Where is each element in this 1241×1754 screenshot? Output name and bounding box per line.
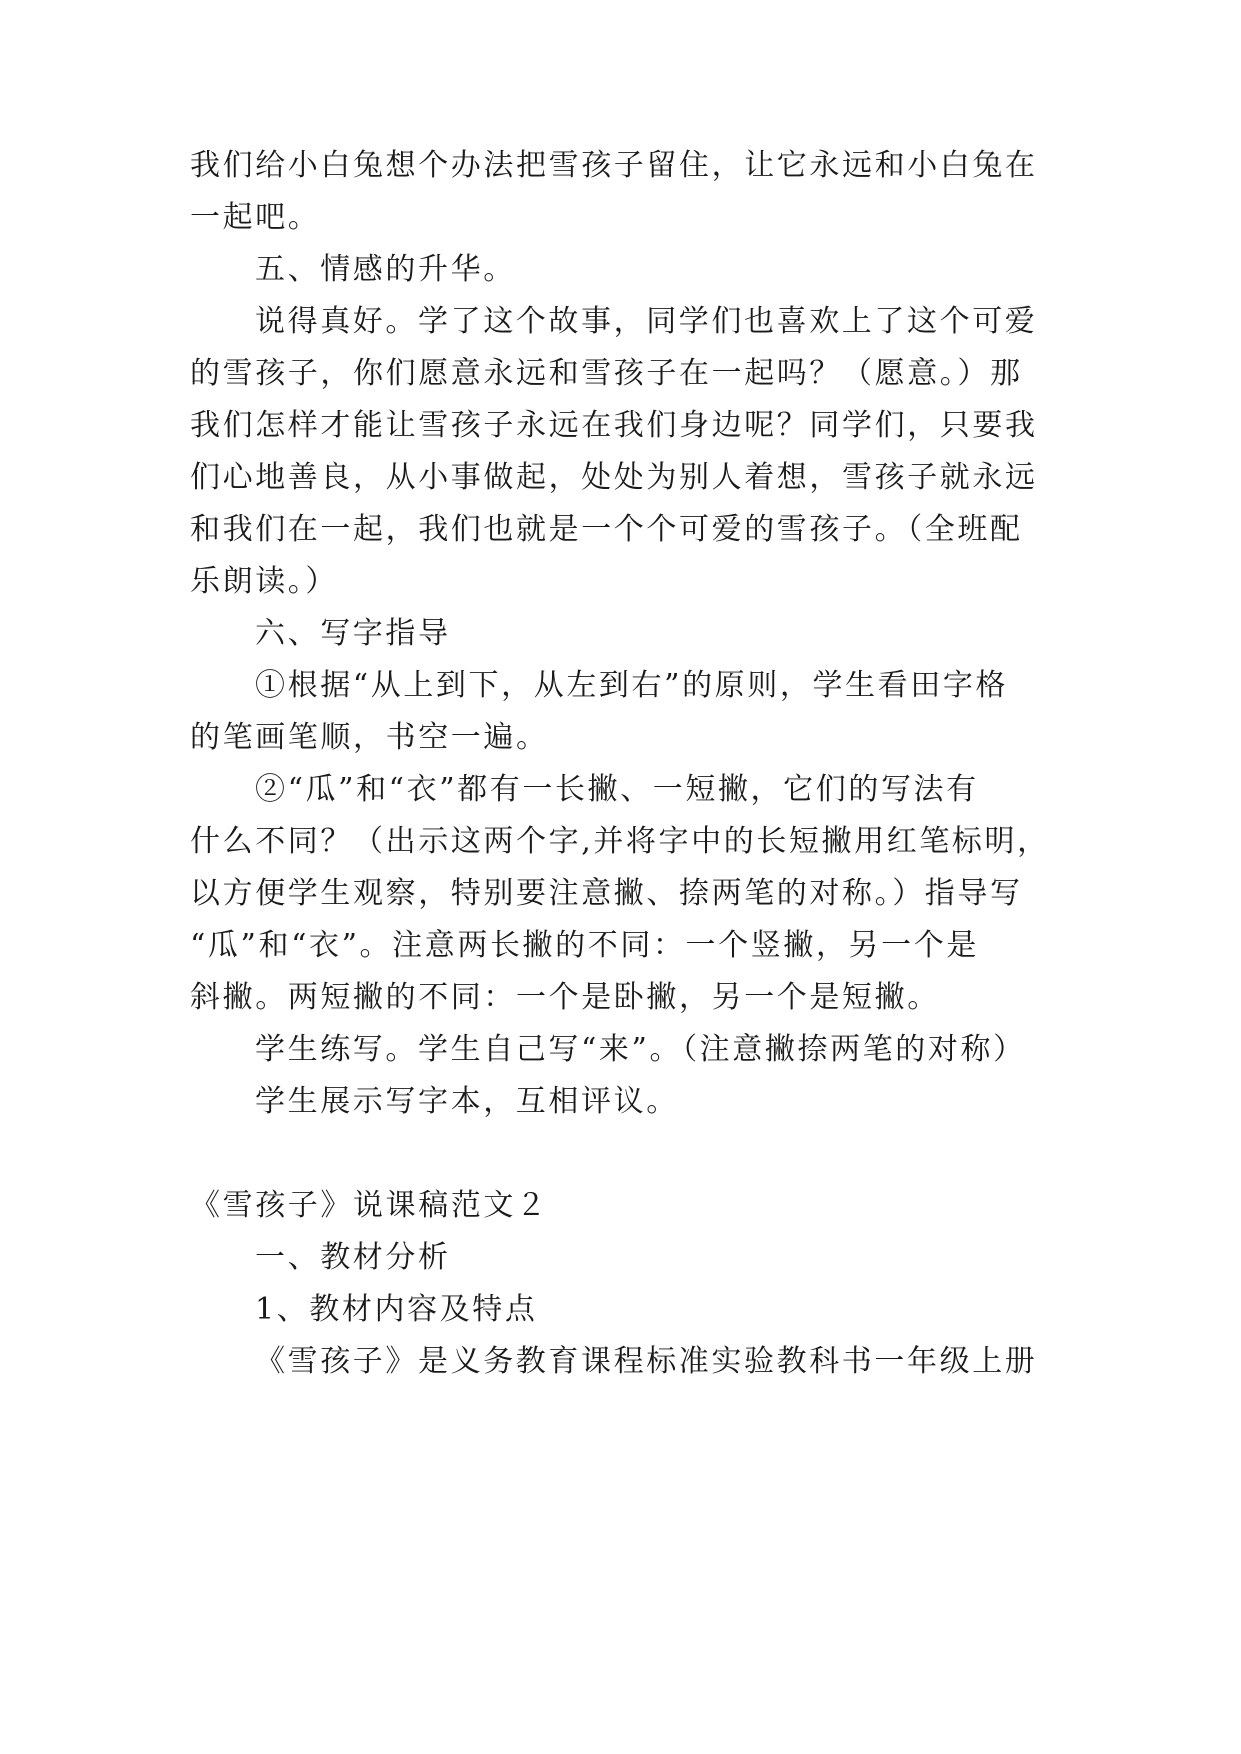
paragraph-line: 学生练写。学生自己写“来”。（注意撇捺两笔的对称） — [255, 1032, 1026, 1067]
paragraph-line: 说得真好。学了这个故事，同学们也喜欢上了这个可爱 — [255, 304, 1038, 339]
subsection-heading: 1、教材内容及特点 — [255, 1292, 538, 1327]
paragraph-line: 《雪孩子》是义务教育课程标准实验教科书一年级上册 — [255, 1344, 1038, 1379]
section-heading: 五、情感的升华。 — [255, 252, 516, 287]
paragraph-line: 一起吧。 — [190, 200, 321, 235]
paragraph-line: 和我们在一起，我们也就是一个个可爱的雪孩子。（全班配 — [190, 512, 1023, 547]
paragraph-line: 什么不同？（出示这两个字,并将字中的长短撇用红笔标明， — [190, 824, 1050, 859]
paragraph-line: 的笔画笔顺，书空一遍。 — [190, 720, 549, 755]
paragraph-line: 以方便学生观察，特别要注意撇、捺两笔的对称。）指导写 — [190, 876, 1023, 911]
paragraph-line: 斜撇。两短撇的不同：一个是卧撇，另一个是短撇。 — [190, 980, 940, 1015]
paragraph-line: 乐朗读。） — [190, 564, 338, 599]
paragraph-line: 我们给小白兔想个办法把雪孩子留住，让它永远和小白兔在 — [190, 148, 1038, 183]
paragraph-line: 们心地善良，从小事做起，处处为别人着想，雪孩子就永远 — [190, 460, 1038, 495]
paragraph-line: 我们怎样才能让雪孩子永远在我们身边呢？同学们，只要我 — [190, 408, 1038, 443]
paragraph-line: 的雪孩子，你们愿意永远和雪孩子在一起吗？（愿意。）那 — [190, 356, 1023, 391]
paragraph-line: ①根据“从上到下，从左到右”的原则，学生看田字格 — [255, 668, 1009, 703]
paragraph-line: ②“瓜”和“衣”都有一长撇、一短撇，它们的写法有 — [255, 772, 979, 807]
paragraph-line: 学生展示写字本，互相评议。 — [255, 1084, 679, 1119]
paragraph-line: “瓜”和“衣”。注意两长撇的不同：一个竖撇，另一个是 — [190, 928, 979, 963]
section-heading: 六、写字指导 — [255, 616, 451, 651]
document-title: 《雪孩子》说课稿范文２ — [190, 1188, 549, 1223]
section-heading: 一、教材分析 — [255, 1240, 451, 1275]
